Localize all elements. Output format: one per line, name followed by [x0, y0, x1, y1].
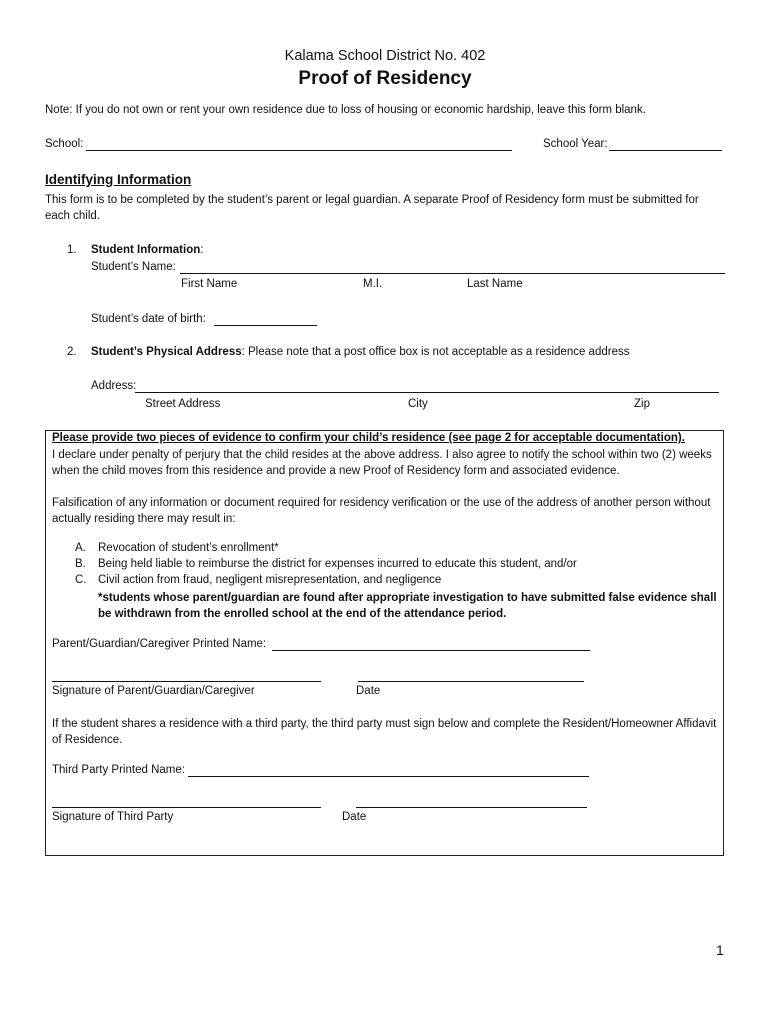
school-year-field[interactable]	[609, 150, 722, 151]
list-item-b: Being held liable to reimburse the district for expenses incurred to educate this student, and/or	[98, 558, 577, 570]
third-party-signature-field[interactable]	[52, 807, 321, 808]
identifying-intro: This form is to be completed by the student’s parent or legal guardian. A separate Proof of Residency form must be submitted for each child.	[45, 194, 699, 222]
district-name: Kalama School District No. 402	[284, 48, 486, 64]
last-name-caption: Last Name	[467, 278, 523, 290]
note-text: Note: If you do not own or rent your own residence due to loss of housing or economic hardship, leave this form blank.	[45, 104, 646, 116]
third-party-date-field[interactable]	[356, 807, 587, 808]
school-field[interactable]	[86, 150, 512, 151]
parent-signature-label: Signature of Parent/Guardian/Caregiver	[52, 685, 255, 697]
identifying-heading: Identifying Information	[45, 172, 192, 187]
third-party-name-field[interactable]	[188, 776, 589, 777]
item1-heading	[91, 244, 203, 256]
list-marker-c: C.	[75, 574, 87, 586]
list-item-c: Civil action from fraud, negligent misrepresentation, and negligence	[98, 574, 442, 586]
third-party-name-label: Third Party Printed Name:	[52, 764, 185, 776]
list-marker-b: B.	[75, 558, 86, 570]
parent-name-label: Parent/Guardian/Caregiver Printed Name:	[52, 638, 267, 650]
parent-name-field[interactable]	[272, 650, 590, 651]
third-party-date-label: Date	[342, 811, 367, 823]
declaration-text: I declare under penalty of perjury that the child resides at the above address. I also agree to notify the school within two (2) weeks when the child moves from this residence and provide a new Proof of Residency form and associated evidence.	[52, 449, 712, 477]
item2-title: Student’s Physical Address	[91, 346, 242, 358]
student-name-label: Student’s Name:	[91, 261, 176, 273]
footnote-text: *students whose parent/guardian are found after appropriate investigation to have submitted false evidence shall be withdrawn from the enrolled school at the end of the attendance period.	[98, 592, 717, 620]
first-name-caption: First Name	[181, 278, 238, 290]
item2-note: : Please note that a post office box is not acceptable as a residence address	[241, 346, 630, 358]
mi-caption: M.I.	[363, 278, 383, 290]
list-item-a: Revocation of student’s enrollment*	[98, 542, 279, 554]
parent-signature-field[interactable]	[52, 681, 321, 682]
dob-label: Student’s date of birth:	[91, 313, 206, 325]
student-name-field[interactable]	[180, 273, 725, 274]
item2-number: 2.	[67, 346, 77, 358]
parent-date-label: Date	[356, 685, 381, 697]
address-label: Address:	[91, 380, 137, 392]
item2-heading	[91, 346, 629, 358]
third-party-text: If the student shares a residence with a third party, the third party must sign below and complete the Resident/Homeowner Affidavit of Residence.	[52, 718, 717, 746]
page-number: 1	[716, 942, 724, 958]
city-caption: City	[408, 398, 428, 410]
dob-field[interactable]	[214, 325, 317, 326]
street-caption: Street Address	[145, 398, 221, 410]
form-title: Proof of Residency	[298, 68, 472, 89]
item1-number: 1.	[67, 244, 77, 256]
school-year-label: School Year:	[543, 138, 608, 150]
school-label: School:	[45, 138, 84, 150]
zip-caption: Zip	[634, 398, 650, 410]
falsification-text: Falsification of any information or document required for residency verification or the use of the address of another person without actually residing there may result in:	[52, 497, 711, 525]
parent-date-field[interactable]	[358, 681, 584, 682]
list-marker-a: A.	[75, 542, 86, 554]
address-field[interactable]	[135, 392, 719, 393]
item1-title: Student Information	[91, 244, 201, 256]
item1-colon: :	[200, 244, 204, 256]
evidence-heading: Please provide two pieces of evidence to confirm your child’s residence (see page 2 for acceptable documentation).	[52, 432, 685, 444]
third-party-signature-label: Signature of Third Party	[52, 811, 174, 823]
